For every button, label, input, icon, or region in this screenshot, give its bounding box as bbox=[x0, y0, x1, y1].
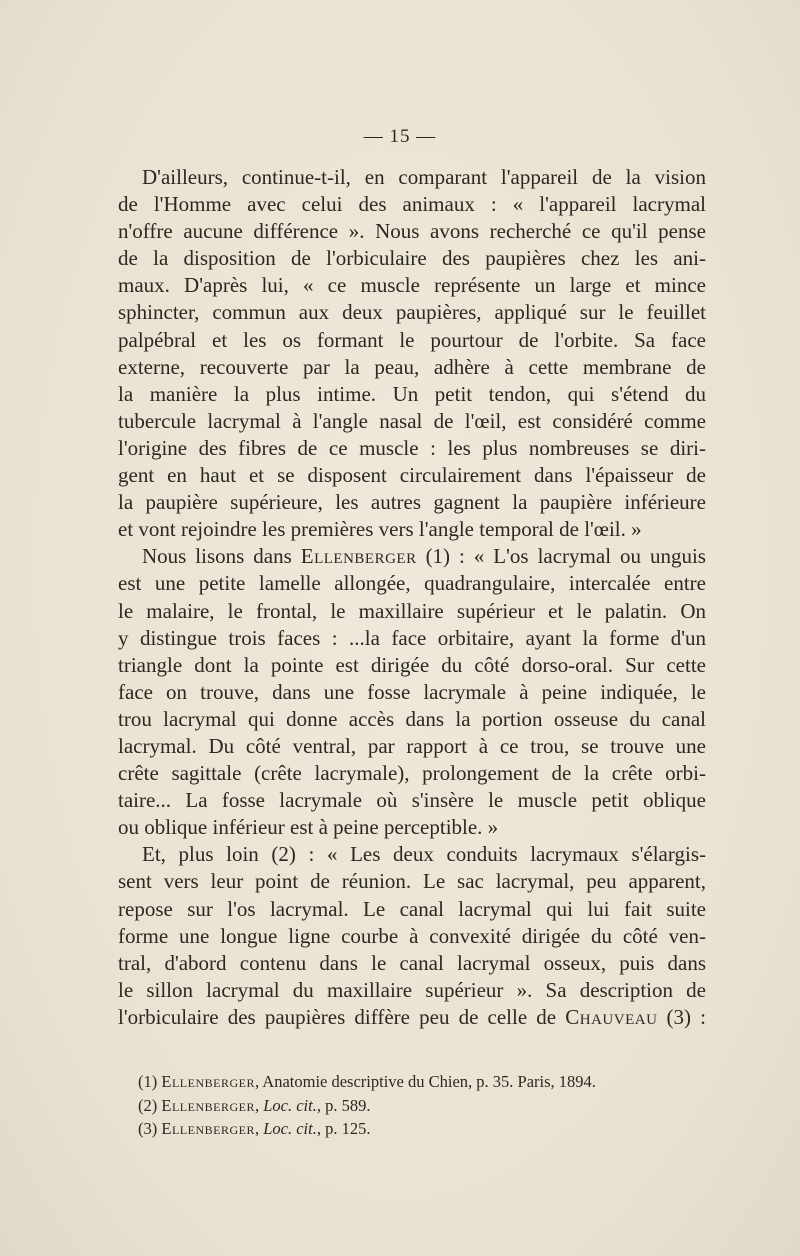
text-line: n'offre aucune différence ». Nous avons recherché ce qu'il pense bbox=[118, 219, 706, 244]
text-segment: (3) : bbox=[657, 1004, 706, 1029]
footnote bbox=[118, 1094, 706, 1118]
text-line: la paupière supérieure, les autres gagnent la paupière inférieure bbox=[118, 490, 706, 515]
text-segment: l'orbiculaire des paupières diffère peu de celle de bbox=[118, 1004, 566, 1029]
text-line: forme une longue ligne courbe à convexité dirigée du côté ven- bbox=[118, 923, 706, 948]
text-line: trou lacrymal qui donne accès dans la portion osseuse du canal bbox=[118, 706, 706, 731]
text-segment: Nous lisons dans bbox=[142, 544, 301, 569]
text-line: crête sagittale (crête lacrymale), prolongement de la crête orbi- bbox=[118, 761, 706, 786]
text-line bbox=[118, 543, 706, 570]
text-line: y distingue trois faces : ...la face orbitaire, ayant la forme d'un bbox=[118, 625, 706, 650]
footnote-title: Loc. cit. bbox=[263, 1095, 317, 1115]
footnote-reference: Anatomie descriptive du Chien, p. 35. Paris, 1894. bbox=[262, 1072, 596, 1091]
text-line: le malaire, le frontal, le maxillaire supérieur et le palatin. On bbox=[118, 598, 706, 623]
text-line: Et, plus loin (2) : « Les deux conduits lacrymaux s'élargis- bbox=[142, 842, 706, 867]
footnote-reference: , p. 589. bbox=[316, 1095, 371, 1115]
footnote bbox=[118, 1070, 706, 1094]
text-line: triangle dont la pointe est dirigée du côté dorso-oral. Sur cette bbox=[118, 652, 706, 677]
text-segment: (1) : « L'os lacrymal ou unguis bbox=[416, 544, 706, 569]
text-line: face on trouve, dans une fosse lacrymale à peine indiquée, le bbox=[118, 679, 706, 704]
text-line: tral, d'abord contenu dans le canal lacrymal osseux, puis dans bbox=[118, 950, 706, 975]
text-line: taire... La fosse lacrymale où s'insère le muscle petit oblique bbox=[118, 788, 706, 813]
text-line: et vont rejoindre les premières vers l'angle temporal de l'œil. » bbox=[118, 517, 642, 542]
footnote-reference: , p. 125. bbox=[316, 1119, 371, 1138]
footnote-author: Ellenberger bbox=[161, 1072, 255, 1091]
footnote-number: (3) bbox=[138, 1119, 158, 1138]
footnotes bbox=[118, 1070, 706, 1141]
text-line: maux. D'après lui, « ce muscle représente un large et mince bbox=[118, 273, 706, 298]
body-text bbox=[118, 164, 706, 1031]
footnote-separator: , bbox=[254, 1119, 264, 1138]
text-line: repose sur l'os lacrymal. Le canal lacrymal qui lui fait suite bbox=[118, 896, 706, 921]
text-line: de la disposition de l'orbiculaire des paupières chez les ani- bbox=[118, 246, 706, 271]
text-line: ou oblique inférieur est à peine perceptible. » bbox=[118, 815, 499, 840]
footnote-number: (2) bbox=[138, 1095, 158, 1115]
footnote-separator: , bbox=[254, 1095, 264, 1115]
text-line: D'ailleurs, continue-t-il, en comparant l'appareil de la vision bbox=[142, 165, 706, 189]
text-line: palpébral et les os formant le pourtour de l'orbite. Sa face bbox=[118, 327, 706, 352]
footnote-number: (1) bbox=[138, 1072, 158, 1091]
page-number: — 15 — bbox=[363, 126, 437, 147]
text-line: le sillon lacrymal du maxillaire supérieur ». Sa description de bbox=[118, 977, 706, 1002]
text-line bbox=[118, 1004, 706, 1031]
footnote-separator: , bbox=[254, 1072, 263, 1091]
text-line: sphincter, commun aux deux paupières, appliqué sur le feuillet bbox=[118, 300, 706, 325]
author-name: Ellenberger bbox=[300, 544, 417, 569]
text-line: tubercule lacrymal à l'angle nasal de l'œil, est considéré comme bbox=[118, 408, 706, 433]
text-line: de l'Homme avec celui des animaux : « l'appareil lacrymal bbox=[118, 192, 706, 217]
text-line: la manière la plus intime. Un petit tendon, qui s'étend du bbox=[118, 381, 706, 406]
text-line: est une petite lamelle allongée, quadrangulaire, intercalée entre bbox=[118, 571, 706, 596]
text-line: sent vers leur point de réunion. Le sac lacrymal, peu apparent, bbox=[118, 869, 706, 894]
text-line: lacrymal. Du côté ventral, par rapport à ce trou, se trouve une bbox=[118, 733, 706, 758]
footnote-title: Loc. cit. bbox=[263, 1119, 317, 1138]
footnote-author: Ellenberger bbox=[161, 1119, 255, 1138]
text-line: gent en haut et se disposent circulairement dans l'épaisseur de bbox=[118, 463, 706, 488]
text-line: externe, recouverte par la peau, adhère à cette membrane de bbox=[118, 354, 706, 379]
footnote-author: Ellenberger bbox=[161, 1095, 255, 1115]
author-name: Chauveau bbox=[565, 1004, 658, 1029]
footnote bbox=[118, 1117, 706, 1141]
text-line: l'origine des fibres de ce muscle : les plus nombreuses se diri- bbox=[118, 435, 706, 460]
